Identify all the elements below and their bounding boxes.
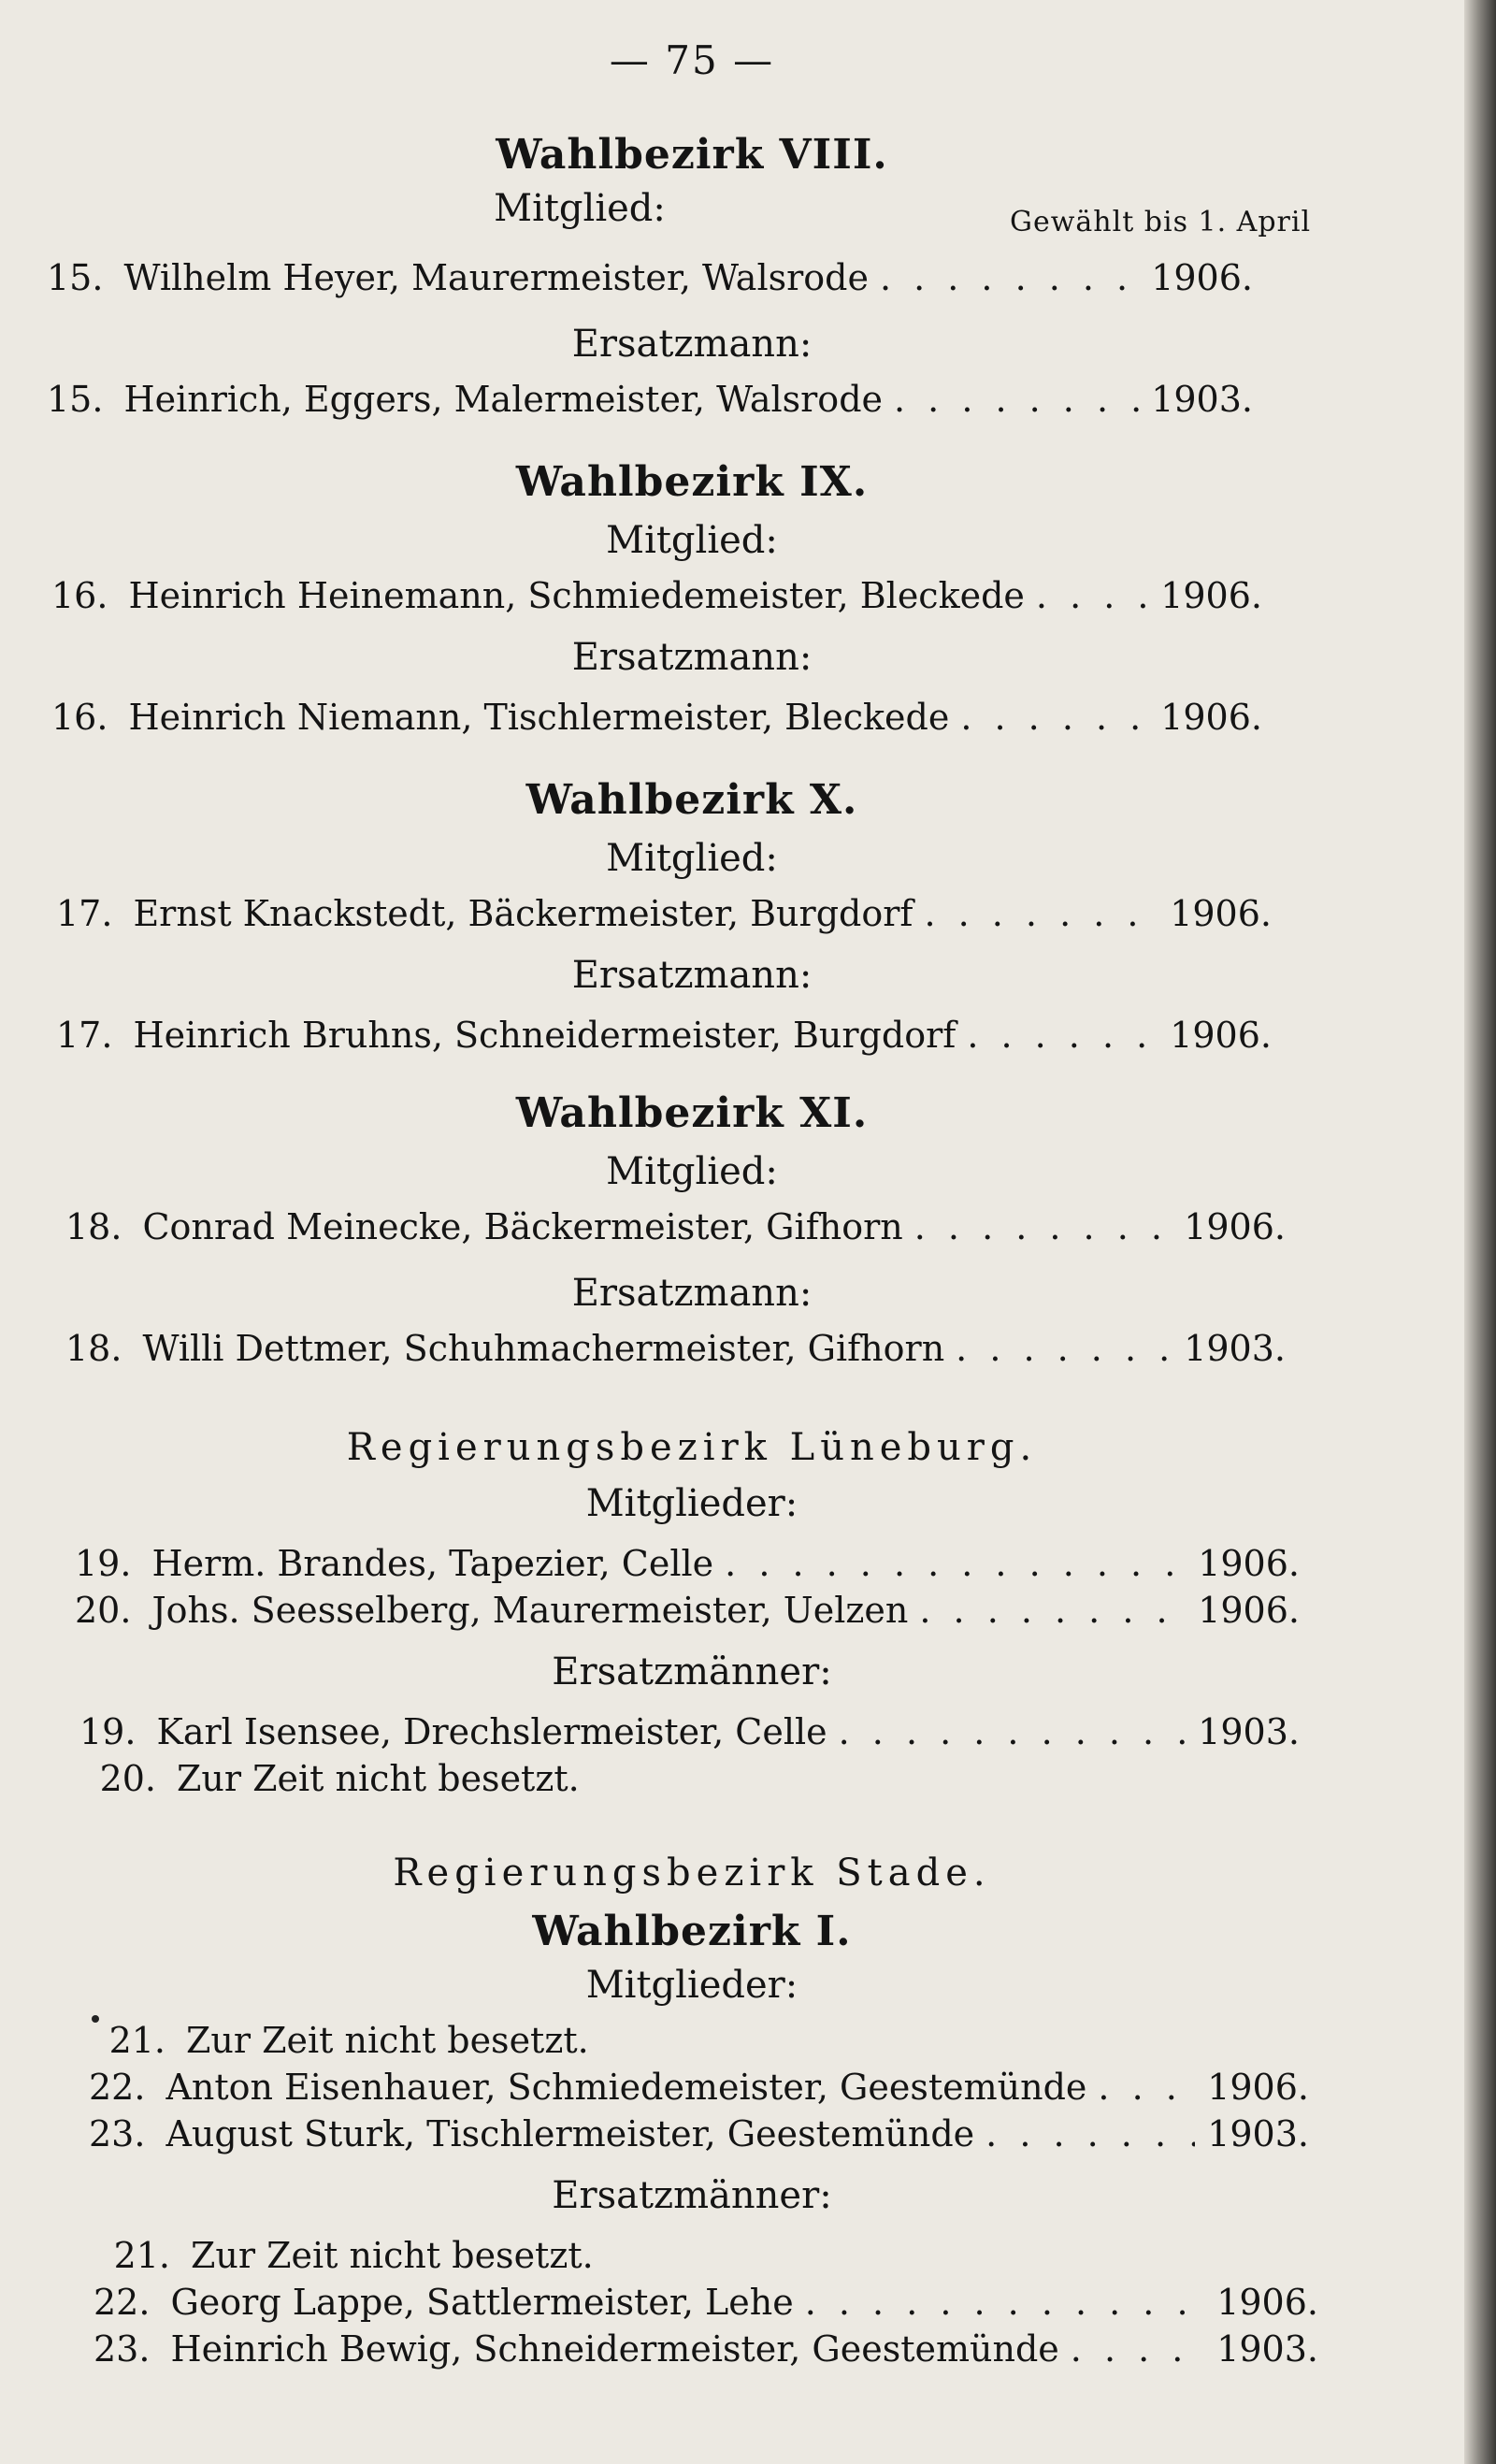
leader-dots [967, 1015, 1158, 1056]
entry-year: 1903. [1198, 1711, 1300, 1752]
entry-text: Ernst Knackstedt, Bäckermeister, Burgdorf [133, 893, 913, 934]
leader-dots [956, 1328, 1172, 1369]
entry-substitute-18 [65, 1328, 1286, 1373]
region-heading-lueneburg: Regierungsbezirk Lüneburg. [346, 1426, 1038, 1469]
entry-substitute-22 [94, 2282, 1318, 2327]
entry-year: 1906. [1170, 893, 1272, 934]
entry-text: Conrad Meinecke, Bäckermeister, Gifhorn [142, 1206, 903, 1247]
entry-year: 1906. [1216, 2282, 1318, 2323]
substitutes-label-stade: Ersatzmänner: [552, 2174, 832, 2217]
members-label-lueneburg: Mitglieder: [585, 1482, 798, 1525]
entry-number: 23. [89, 2113, 146, 2154]
member-label-viii: Mitglied: [494, 187, 666, 230]
entry-member-15 [47, 257, 1253, 302]
entry-year: 1906. [1184, 1206, 1286, 1247]
entry-member-19 [75, 1543, 1300, 1588]
entry-member-23 [89, 2113, 1309, 2158]
entry-text: August Sturk, Tischlermeister, Geestemünde [165, 2113, 975, 2154]
leader-dots [1071, 2328, 1204, 2370]
substitute-label-x: Ersatzmann: [571, 954, 813, 997]
entry-text: Heinrich Niemann, Tischlermeister, Bleckede [128, 697, 950, 738]
entry-number: 18. [65, 1206, 122, 1247]
entry-number: 22. [94, 2282, 151, 2323]
entry-year: 1906. [1207, 2067, 1309, 2108]
entry-text: Georg Lappe, Sattlermeister, Lehe [170, 2282, 794, 2323]
leader-dots [914, 1206, 1172, 1247]
entry-year: 1906. [1160, 575, 1262, 616]
entry-text: Zur Zeit nicht besetzt. [177, 1758, 580, 1799]
entry-substitute-20 [79, 1758, 1300, 1803]
entry-year: 1903. [1184, 1328, 1286, 1369]
entry-text: Herm. Brandes, Tapezier, Celle [151, 1543, 714, 1584]
entry-number: 16. [51, 697, 108, 738]
member-label-x: Mitglied: [606, 837, 778, 880]
leader-dots [894, 379, 1139, 420]
entry-number: 22. [89, 2067, 146, 2108]
leader-dots [880, 257, 1139, 298]
entry-substitute-19 [79, 1711, 1300, 1756]
entry-number: 21. [113, 2235, 170, 2276]
entry-number: 21. [108, 2020, 165, 2061]
entry-year: 1903. [1207, 2113, 1309, 2154]
entry-member-16 [51, 575, 1262, 620]
leader-dots [985, 2113, 1195, 2154]
elected-until-note: Gewählt bis 1. April [1010, 206, 1312, 238]
entry-number: 18. [65, 1328, 122, 1369]
entry-number: 20. [75, 1590, 132, 1631]
entry-text: Heinrich, Eggers, Malermeister, Walsrode [123, 379, 884, 420]
substitutes-label-lueneburg: Ersatzmänner: [552, 1650, 832, 1693]
entry-text: Karl Isensee, Drechslermeister, Celle [156, 1711, 827, 1752]
entry-text: Zur Zeit nicht besetzt. [191, 2235, 594, 2276]
entry-number: 19. [79, 1711, 137, 1752]
entry-number: 23. [94, 2328, 151, 2370]
entry-year: 1903. [1216, 2328, 1318, 2370]
entry-number: 15. [47, 379, 104, 420]
entry-year: 1906. [1198, 1590, 1300, 1631]
entry-number: 16. [51, 575, 108, 616]
entry-text: Heinrich Bewig, Schneidermeister, Geestemünde [170, 2328, 1059, 2370]
member-label-ix: Mitglied: [606, 519, 778, 562]
entry-number: 19. [75, 1543, 132, 1584]
section-heading-viii: Wahlbezirk VIII. [496, 131, 888, 179]
entry-substitute-21 [94, 2235, 1318, 2280]
members-label-stade: Mitglieder: [585, 1964, 798, 2007]
section-heading-ix: Wahlbezirk IX. [515, 458, 869, 506]
entry-number: 15. [47, 257, 104, 298]
leader-dots [725, 1543, 1186, 1584]
entry-substitute-23 [94, 2328, 1318, 2373]
entry-number: 20. [99, 1758, 156, 1799]
entry-member-20 [75, 1590, 1300, 1635]
entry-substitute-16 [51, 697, 1262, 742]
entry-text: Wilhelm Heyer, Maurermeister, Walsrode [123, 257, 869, 298]
entry-year: 1906. [1198, 1543, 1300, 1584]
entry-year: 1906. [1160, 697, 1262, 738]
section-heading-x: Wahlbezirk X. [525, 776, 858, 824]
section-heading-stade-i: Wahlbezirk I. [532, 1908, 852, 1955]
leader-dots [839, 1711, 1186, 1752]
substitute-label-ix: Ersatzmann: [571, 636, 813, 679]
entry-member-17 [56, 893, 1272, 938]
substitute-label-viii: Ersatzmann: [571, 323, 813, 366]
substitute-label-xi: Ersatzmann: [571, 1272, 813, 1315]
member-label-xi: Mitglied: [606, 1150, 778, 1193]
entry-year: 1903. [1151, 379, 1253, 420]
entry-year: 1906. [1151, 257, 1253, 298]
entry-text: Anton Eisenhauer, Schmiedemeister, Geestemünde [165, 2067, 1087, 2108]
entry-year: 1906. [1170, 1015, 1272, 1056]
section-heading-xi: Wahlbezirk XI. [515, 1089, 869, 1137]
entry-number: 17. [56, 1015, 113, 1056]
entry-text: Willi Dettmer, Schuhmachermeister, Gifhorn [142, 1328, 945, 1369]
entry-member-18 [65, 1206, 1286, 1251]
leader-dots [919, 1590, 1186, 1631]
entry-text: Zur Zeit nicht besetzt. [186, 2020, 589, 2061]
region-heading-stade: Regierungsbezirk Stade. [393, 1852, 991, 1895]
entry-number: 17. [56, 893, 113, 934]
entry-substitute-17 [56, 1015, 1272, 1059]
leader-dots [1098, 2067, 1195, 2108]
entry-substitute-15 [47, 379, 1253, 424]
entry-text: Johs. Seesselberg, Maurermeister, Uelzen [151, 1590, 909, 1631]
leader-dots [805, 2282, 1204, 2323]
leader-dots [960, 697, 1148, 738]
entry-member-21 [89, 2020, 1309, 2065]
page-number: — 75 — [609, 37, 775, 83]
page-edge-shadow [1464, 0, 1496, 2464]
entry-text: Heinrich Bruhns, Schneidermeister, Burgdorf [133, 1015, 957, 1056]
leader-dots [924, 893, 1158, 934]
entry-text: Heinrich Heinemann, Schmiedemeister, Bleckede [128, 575, 1025, 616]
leader-dots [1036, 575, 1148, 616]
entry-member-22 [89, 2067, 1309, 2111]
